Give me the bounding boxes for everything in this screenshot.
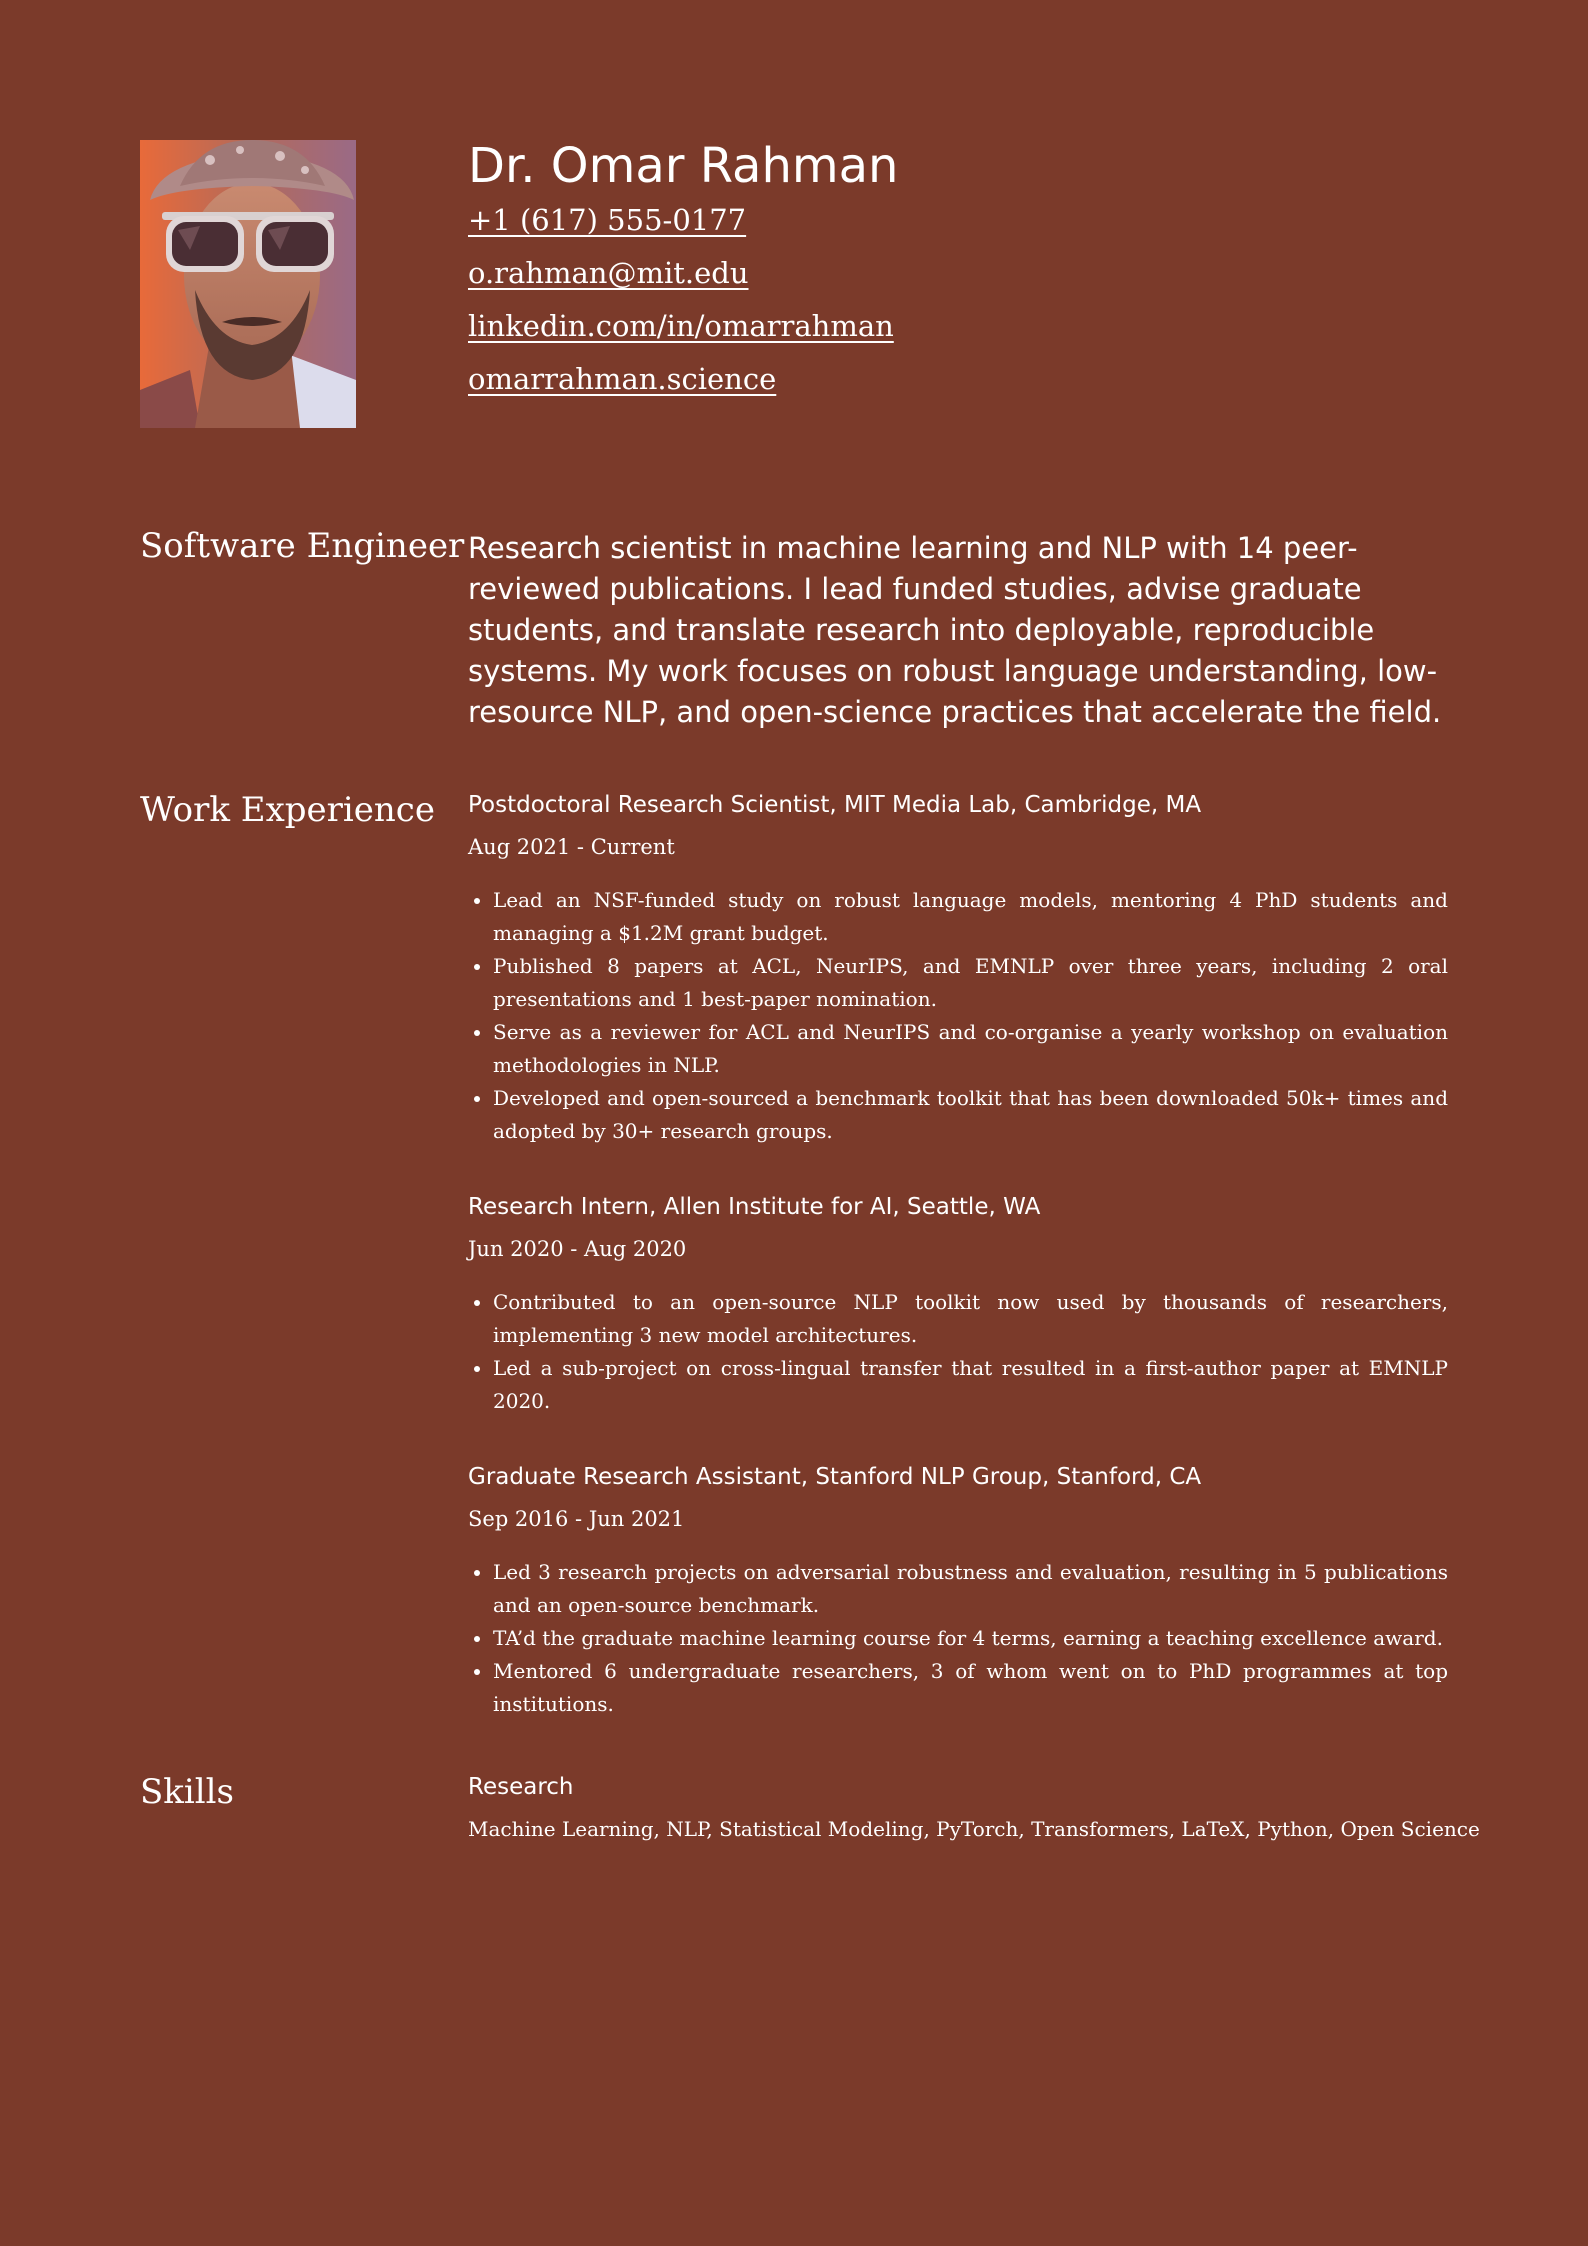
job-dates: Sep 2016 - Jun 2021 [468,1507,685,1531]
job-bullet: • TA’d the graduate machine learning course for 4 terms, earning a teaching excellence award. [493,1622,1448,1655]
portrait-photo-icon [140,140,356,428]
job-title: Research Intern, Allen Institute for AI, Seattle, WA [468,1194,1041,1220]
job-bullet: • Serve as a reviewer for ACL and NeurIPS and co-organise a yearly workshop on evaluation methodologies in NLP. [493,1016,1448,1082]
job-entry [468,1460,1448,1721]
email-link[interactable]: o.rahman@mit.edu [468,256,749,290]
job-dates: Aug 2021 - Current [468,835,675,859]
job-bullet: • Contributed to an open-source NLP toolkit now used by thousands of researchers, implementing 3 new model architectures. [493,1286,1448,1352]
skill-category: Research [468,1774,574,1800]
summary-text: Research scientist in machine learning and NLP with 14 peer-reviewed publications. I lead funded studies, advise graduate students, and translate research into deployable, reproducible systems. My work focuses on robust language understanding, low-resource NLP, and open-science practices that accelerate the field. [468,531,1442,729]
job-entry [468,1190,1448,1418]
job-bullet: • Led a sub-project on cross-lingual transfer that resulted in a first-author paper at EMNLP 2020. [493,1352,1448,1418]
contact-list [468,194,894,406]
linkedin-link[interactable]: linkedin.com/in/omarrahman [468,309,894,343]
summary-section [468,528,1448,733]
website-link[interactable]: omarrahman.science [468,362,777,396]
job-bullet: • Mentored 6 undergraduate researchers, 3 of whom went on to PhD programmes at top institutions. [493,1655,1448,1721]
job-dates: Jun 2020 - Aug 2020 [468,1237,687,1261]
job-bullets [468,1286,1448,1418]
skills-section [468,1770,1480,1844]
job-bullet: • Developed and open-sourced a benchmark toolkit that has been downloaded 50k+ times and adopted by 30+ research groups. [493,1082,1448,1148]
job-bullet: • Published 8 papers at ACL, NeurIPS, and EMNLP over three years, including 2 oral presentations and 1 best-paper nomination. [493,950,1448,1016]
job-entry [468,788,1448,1148]
skill-list: Machine Learning, NLP, Statistical Modeling, PyTorch, Transformers, LaTeX, Python, Open Science [468,1817,1480,1841]
job-title: Postdoctoral Research Scientist, MIT Media Lab, Cambridge, MA [468,792,1202,818]
job-bullets [468,1556,1448,1721]
skills-heading: Skills [140,1772,234,1812]
job-title: Graduate Research Assistant, Stanford NLP Group, Stanford, CA [468,1464,1202,1490]
job-bullets [468,884,1448,1148]
experience-heading: Work Experience [140,790,435,830]
phone-link[interactable]: +1 (617) 555-0177 [468,203,747,237]
job-bullet: • Lead an NSF-funded study on robust language models, mentoring 4 PhD students and managing a $1.2M grant budget. [493,884,1448,950]
job-bullet: • Led 3 research projects on adversarial robustness and evaluation, resulting in 5 publications and an open-source benchmark. [493,1556,1448,1622]
candidate-name: Dr. Omar Rahman [468,138,899,194]
profile-photo [140,140,356,428]
experience-section [468,788,1448,1763]
summary-heading: Software Engineer [140,526,465,566]
